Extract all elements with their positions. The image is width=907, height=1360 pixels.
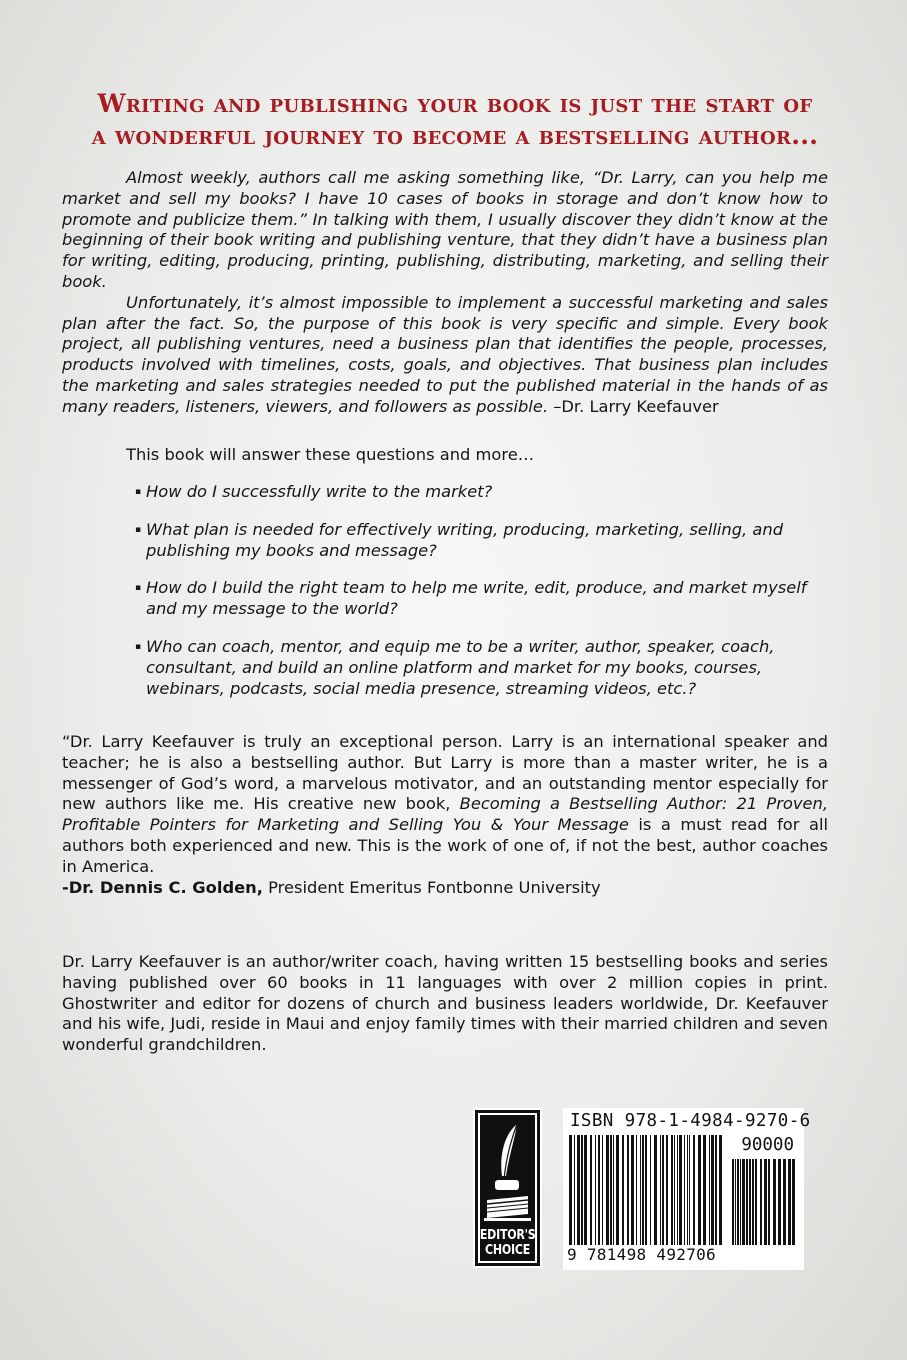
- barcode-bar: [740, 1159, 741, 1245]
- barcode-digits: 9 781498 492706: [567, 1245, 716, 1264]
- barcode-bar: [636, 1135, 637, 1245]
- barcode-bars: [569, 1135, 725, 1247]
- barcode-bar: [671, 1135, 673, 1245]
- question-item: ▪ How do I build the right team to help me write, edit, produce, and market myself and my message to the world?: [135, 578, 829, 620]
- barcode-bar: [660, 1135, 661, 1245]
- barcode-bar: [735, 1159, 736, 1245]
- question-item: ▪ What plan is needed for effectively writing, producing, marketing, selling, and publishing my books and message?: [135, 520, 829, 562]
- barcode-bar: [711, 1135, 714, 1245]
- testimonial: [62, 732, 828, 898]
- barcode-bar: [749, 1159, 751, 1245]
- question-item: ▪ How do I successfully write to the market?: [135, 482, 829, 503]
- testimonial-text: [62, 732, 828, 878]
- barcode-bar: [679, 1135, 682, 1245]
- barcode-bar: [674, 1135, 675, 1245]
- author-bio-text: Dr. Larry Keefauver is an author/writer coach, having written 15 bestselling books and series having published over 60 books in 11 languages with over 2 million copies in print. Ghostwriter and editor for dozens of church and business leaders worldwide, Dr. Keefauver and his wife, Judi, reside in Maui and enjoy family times with their married children and seven wonderful grandchildren.: [62, 952, 828, 1055]
- price-code: 90000: [741, 1135, 794, 1155]
- barcode-bar: [746, 1159, 748, 1245]
- barcode-bar: [640, 1135, 641, 1245]
- barcode-bar: [622, 1135, 624, 1245]
- barcode-bar: [677, 1135, 678, 1245]
- barcode-bar: [752, 1159, 754, 1245]
- testimonial-text-start: “Dr. Larry Keefauver is truly an exceptional person. Larry is an international speaker and teacher; he is also a bestselling author. But Larry is more than a master writer, he is a messenger of God’s word, a marvelous motivator, and an outstanding mentor especially for new authors like me. His creative new book,: [62, 732, 828, 814]
- barcode-bar: [666, 1135, 668, 1245]
- barcode-bar: [598, 1135, 600, 1245]
- testimonial-text-end: is a must read for all authors both experienced and new. This is the work of one of, if not the best, author coaches in America.: [62, 815, 828, 876]
- testimonial-author-title: President Emeritus Fontbonne University: [262, 877, 601, 897]
- barcode-bar: [737, 1159, 739, 1245]
- barcode-bar: [645, 1135, 647, 1245]
- logo-line-2: CHOICE: [485, 1243, 530, 1258]
- book-title: Becoming a Bestselling Author: 21 Proven, Profitable Pointers for Marketing and Selling You & Your Message: [62, 794, 828, 835]
- addon-barcode-bars: [732, 1159, 798, 1245]
- barcode-bar: [788, 1159, 791, 1245]
- barcode-bar: [627, 1135, 629, 1245]
- barcode-bar: [719, 1135, 722, 1245]
- isbn-barcode: [563, 1108, 811, 1270]
- barcode-bar: [698, 1135, 701, 1245]
- barcode-bar: [606, 1135, 609, 1245]
- barcode-bar: [768, 1159, 770, 1245]
- barcode-bar: [602, 1135, 603, 1245]
- barcode-bar: [709, 1135, 710, 1245]
- barcode-bar: [662, 1135, 664, 1245]
- barcode-bar: [783, 1159, 786, 1245]
- barcode-bar: [742, 1159, 745, 1245]
- intro-paragraph-2-text: Unfortunately, it’s almost impossible to implement a successful marketing and sales plan after the fact. So, the purpose of this book is very specific and simple. Every book project, all publishing ventures, need a business plan that identifies the people, processes, products involved with timelines, costs, goals, and objectives. That business plan includes the marketing and sales strategies needed to put the published material in the hands of as many readers, listeners, viewers, and followers as possible.: [62, 292, 828, 416]
- questions-list: [135, 482, 829, 716]
- barcode-bar: [595, 1135, 596, 1245]
- intro-paragraph-2: [62, 293, 828, 418]
- barcode-bar: [574, 1135, 575, 1245]
- barcode-bar: [792, 1159, 795, 1245]
- barcode-bar: [760, 1159, 762, 1245]
- barcode-bar: [569, 1135, 572, 1245]
- barcode-bar: [703, 1135, 706, 1245]
- intro-section: [62, 168, 828, 418]
- barcode-bar: [642, 1135, 644, 1245]
- headline-line-2: a wonderful journey to become a bestselling author...: [91, 121, 819, 150]
- headline-line-1: Writing and publishing your book is just the start of: [97, 89, 813, 118]
- barcode-bar: [715, 1135, 717, 1245]
- editors-choice-logo: [473, 1108, 542, 1268]
- barcode-bar: [684, 1135, 685, 1245]
- testimonial-author: -Dr. Dennis C. Golden,: [62, 877, 263, 897]
- barcode-bar: [773, 1159, 776, 1245]
- barcode-bar: [590, 1135, 592, 1245]
- barcode-bar: [654, 1135, 657, 1245]
- testimonial-attribution: [62, 878, 828, 899]
- barcode-bar: [650, 1135, 651, 1245]
- barcode-bar: [732, 1159, 734, 1245]
- questions-lead: This book will answer these questions and more…: [126, 445, 535, 464]
- barcode-bar: [613, 1135, 614, 1245]
- headline: [60, 88, 850, 152]
- editors-choice-text: [480, 1228, 535, 1258]
- barcode-bar: [616, 1135, 619, 1245]
- barcode-bar: [581, 1135, 583, 1245]
- barcode-bar: [577, 1135, 580, 1245]
- intro-signature: –Dr. Larry Keefauver: [553, 396, 719, 416]
- barcode-bar: [610, 1135, 612, 1245]
- intro-paragraph-1: Almost weekly, authors call me asking something like, “Dr. Larry, can you help me market and sell my books? I have 10 cases of books in storage and don’t know how to promote and publicize them.” In talking with them, I usually discover they didn’t know at the beginning of their book writing and publishing venture, that they didn’t have a business plan for writing, editing, producing, printing, publishing, distributing, marketing, and selling their book.: [62, 168, 828, 291]
- author-bio: [62, 952, 828, 1056]
- isbn-label: ISBN 978-1-4984-9270-6: [570, 1111, 811, 1131]
- barcode-bar: [631, 1135, 634, 1245]
- barcode-bar: [755, 1159, 757, 1245]
- barcode-bar: [584, 1135, 587, 1245]
- barcode-bar: [693, 1135, 695, 1245]
- barcode-bar: [778, 1159, 781, 1245]
- question-item: ▪ Who can coach, mentor, and equip me to be a writer, author, speaker, coach, consultant, and build an online platform and market for my books, courses, webinars, podcasts, social media presence, streaming videos, etc.?: [135, 637, 829, 699]
- logo-line-1: EDITOR'S: [479, 1228, 536, 1243]
- barcode-bar: [689, 1135, 690, 1245]
- barcode-bar: [764, 1159, 767, 1245]
- barcode-bar: [687, 1135, 688, 1245]
